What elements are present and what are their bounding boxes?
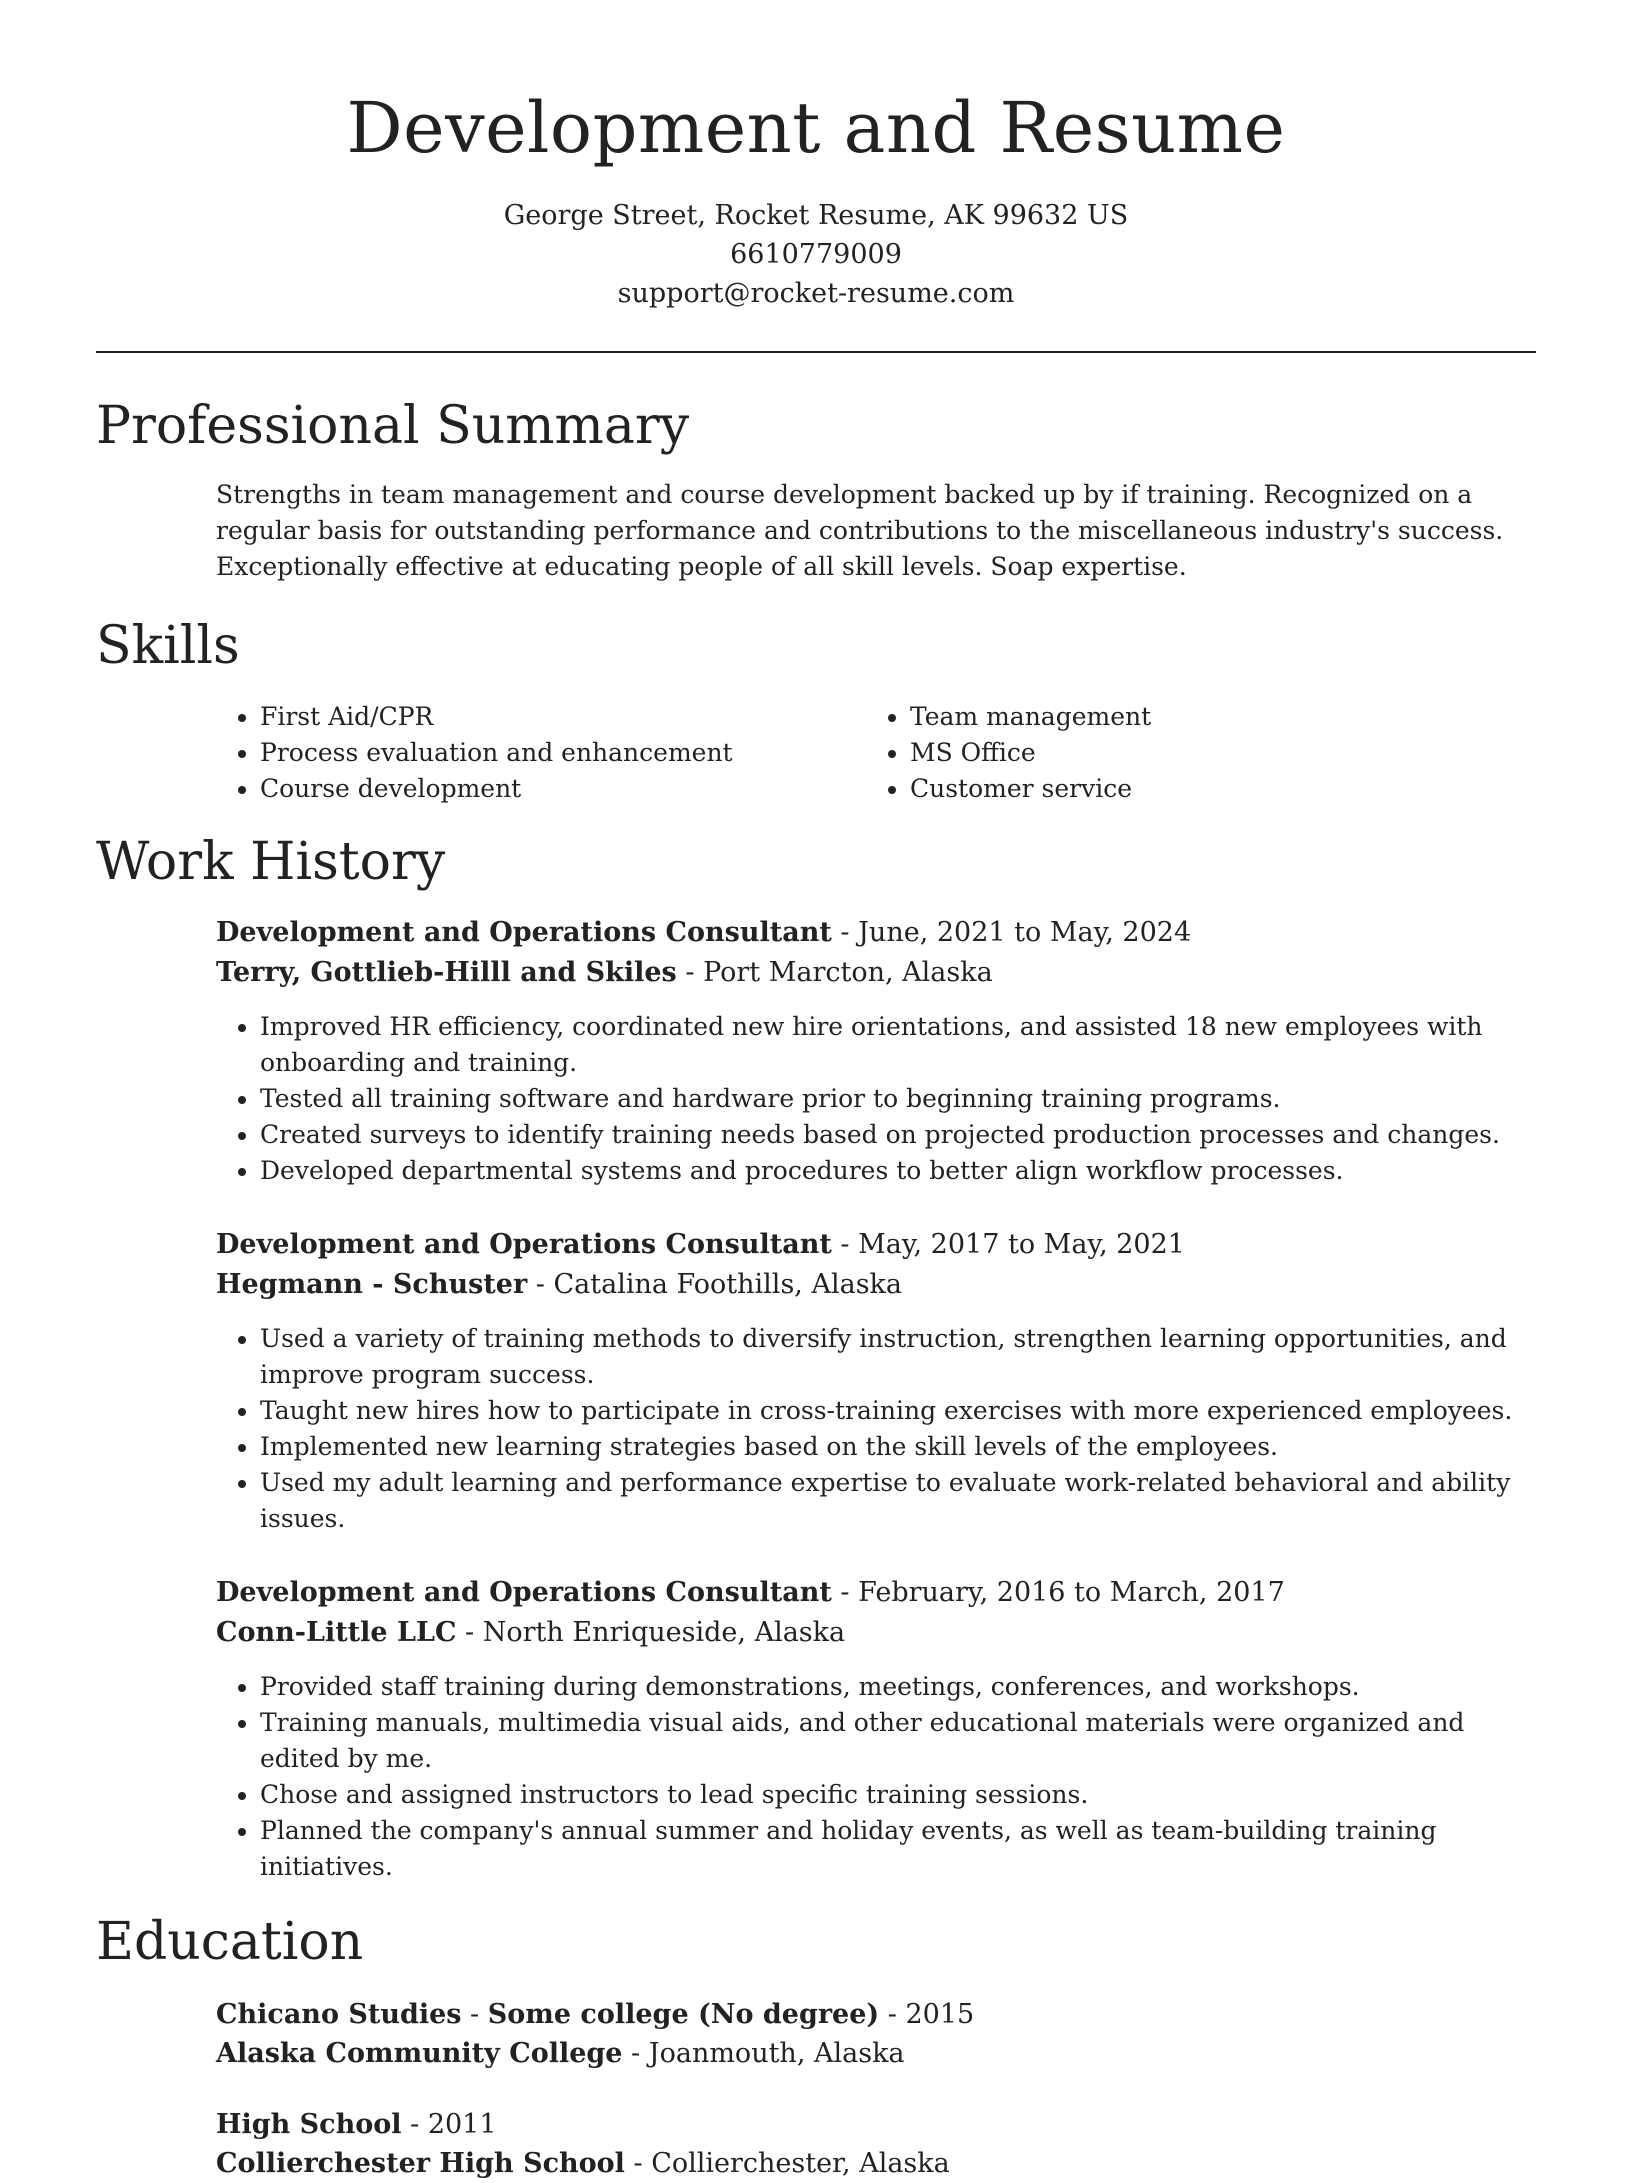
skills-list — [96, 699, 1536, 807]
skill-item: • Team management — [910, 699, 1516, 735]
skill-item: • MS Office — [910, 735, 1516, 771]
job-bullet: • Used my adult learning and performance expertise to evaluate work-related behavioral and ability issues. — [260, 1465, 1536, 1537]
skill-item: • First Aid/CPR — [260, 699, 866, 735]
header-divider — [96, 351, 1536, 353]
job-bullet: • Chose and assigned instructors to lead specific training sessions. — [260, 1777, 1536, 1813]
job-dates: June, 2021 to May, 2024 — [858, 917, 1192, 948]
job-location: Port Marcton, Alaska — [703, 957, 993, 988]
job-bullet: • Improved HR efficiency, coordinated new hire orientations, and assisted 18 new employees with onboarding and training. — [260, 1009, 1536, 1081]
education-entry — [96, 1995, 1536, 2073]
job-company: Terry, Gottlieb-Hilll and Skiles — [216, 957, 677, 988]
education-school: Collierchester High School — [216, 2148, 625, 2179]
job-company-line: Hegmann - Schuster - Catalina Foothills, Alaska — [216, 1269, 903, 1300]
job-bullets — [216, 1321, 1536, 1537]
education-heading: Education — [96, 1912, 364, 1972]
skills-heading: Skills — [96, 616, 240, 676]
job-dates: February, 2016 to March, 2017 — [858, 1577, 1285, 1608]
job-company-line: Terry, Gottlieb-Hilll and Skiles - Port Marcton, Alaska — [216, 957, 993, 988]
job-entry — [96, 913, 1536, 1189]
education-year: 2011 — [427, 2109, 497, 2140]
job-location: North Enriqueside, Alaska — [482, 1617, 846, 1648]
education-entry — [96, 2105, 1536, 2183]
summary-heading: Professional Summary — [96, 396, 690, 456]
job-title-line: Development and Operations Consultant - May, 2017 to May, 2021 — [216, 1229, 1185, 1260]
work-history-heading: Work History — [96, 832, 446, 892]
job-bullets — [216, 1669, 1536, 1885]
resume-header — [96, 0, 1536, 313]
skill-item: • Process evaluation and enhancement — [260, 735, 866, 771]
job-role: Development and Operations Consultant — [216, 1577, 832, 1608]
job-entry — [96, 1225, 1536, 1537]
contact-info — [96, 196, 1536, 313]
education-location: Joanmouth, Alaska — [648, 2038, 905, 2069]
education-section — [96, 1911, 1536, 2183]
education-year: 2015 — [905, 1999, 975, 2030]
skills-column-right — [866, 699, 1516, 807]
job-location: Catalina Foothills, Alaska — [553, 1269, 903, 1300]
job-title-line: Development and Operations Consultant - June, 2021 to May, 2024 — [216, 917, 1192, 948]
education-location: Collierchester, Alaska — [651, 2148, 950, 2179]
education-degree-line: Chicano Studies - Some college (No degree) - 2015 — [216, 1999, 975, 2030]
address-text: George Street, Rocket Resume, AK 99632 US — [503, 200, 1129, 231]
skill-item: • Course development — [260, 771, 866, 807]
skill-item: • Customer service — [910, 771, 1516, 807]
work-history-section — [96, 831, 1536, 1885]
job-company: Hegmann - Schuster — [216, 1269, 528, 1300]
education-school-line: Collierchester High School - Collierchester, Alaska — [216, 2148, 950, 2179]
job-role: Development and Operations Consultant — [216, 917, 832, 948]
job-bullet: • Created surveys to identify training needs based on projected production processes and changes. — [260, 1117, 1536, 1153]
email-text: support@rocket-resume.com — [617, 278, 1015, 309]
job-bullet: • Planned the company's annual summer and holiday events, as well as team-building training initiatives. — [260, 1813, 1536, 1885]
education-degree: Some college (No degree) — [487, 1999, 880, 2030]
job-bullet: • Used a variety of training methods to diversify instruction, strengthen learning opportunities, and improve program success. — [260, 1321, 1536, 1393]
summary-text: Strengths in team management and course development backed up by if training. Recognized on a regular basis for outstanding performance and contributions to the miscellaneous industry's success. Exceptionally effective at educating people of all skill levels. Soap expertise. — [216, 480, 1504, 581]
job-company: Conn-Little LLC — [216, 1617, 457, 1648]
job-title-line: Development and Operations Consultant - February, 2016 to March, 2017 — [216, 1577, 1285, 1608]
job-bullet: • Implemented new learning strategies based on the skill levels of the employees. — [260, 1429, 1536, 1465]
education-school-line: Alaska Community College - Joanmouth, Alaska — [216, 2038, 905, 2069]
job-bullet: • Tested all training software and hardware prior to beginning training programs. — [260, 1081, 1536, 1117]
job-bullets — [216, 1009, 1536, 1189]
education-field: High School — [216, 2109, 402, 2140]
phone-text: 6610779009 — [730, 239, 902, 270]
job-bullet: • Developed departmental systems and procedures to better align workflow processes. — [260, 1153, 1536, 1189]
education-field: Chicano Studies — [216, 1999, 462, 2030]
skills-column-left — [216, 699, 866, 807]
job-bullet: • Training manuals, multimedia visual aids, and other educational materials were organized and edited by me. — [260, 1705, 1536, 1777]
job-role: Development and Operations Consultant — [216, 1229, 832, 1260]
education-degree-line: High School - 2011 — [216, 2109, 497, 2140]
job-company-line: Conn-Little LLC - North Enriqueside, Alaska — [216, 1617, 846, 1648]
job-dates: May, 2017 to May, 2021 — [858, 1229, 1185, 1260]
job-bullet: • Taught new hires how to participate in cross-training exercises with more experienced employees. — [260, 1393, 1536, 1429]
job-entry — [96, 1573, 1536, 1885]
education-school: Alaska Community College — [216, 2038, 623, 2069]
candidate-name: Development and Resume — [346, 87, 1286, 169]
professional-summary-section — [96, 395, 1536, 585]
skills-section — [96, 615, 1536, 807]
job-bullet: • Provided staff training during demonstrations, meetings, conferences, and workshops. — [260, 1669, 1536, 1705]
